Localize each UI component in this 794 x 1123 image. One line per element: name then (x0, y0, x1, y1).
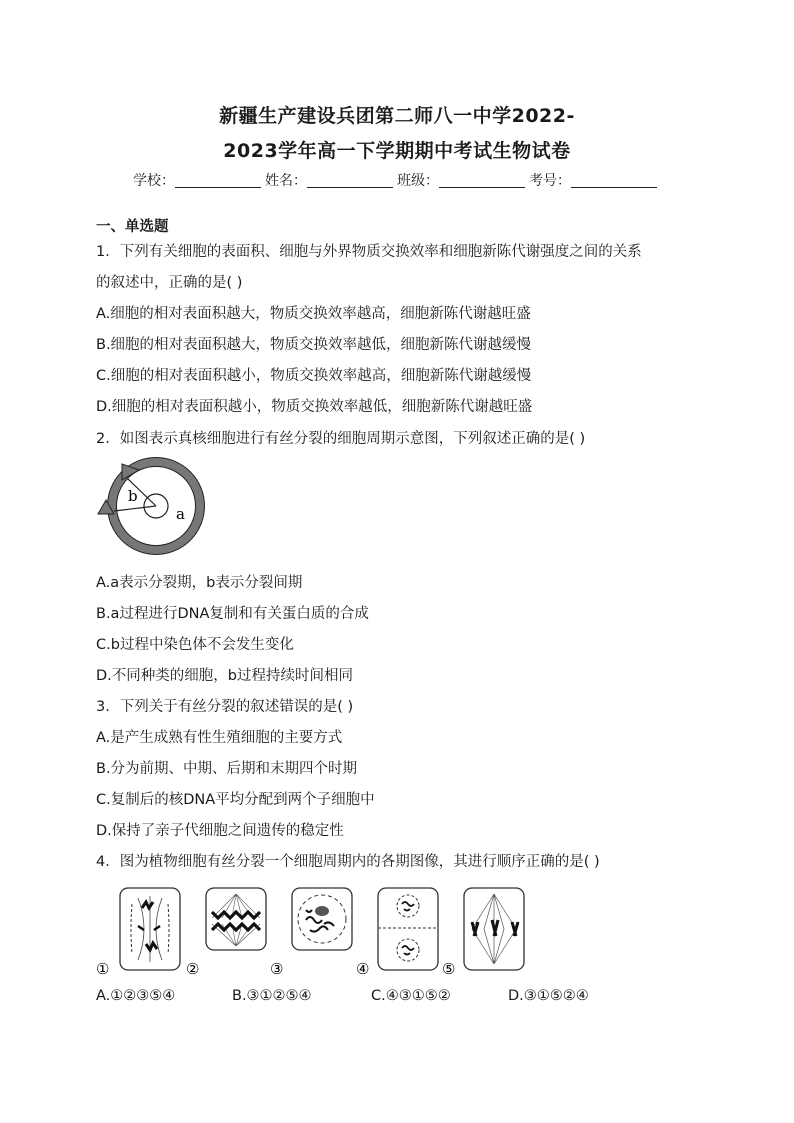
q3-option-d[interactable]: D.保持了亲子代细胞之间遗传的稳定性 (96, 823, 344, 839)
fig-label-3: ③ (270, 960, 284, 978)
q2-option-b[interactable]: B.a过程进行DNA复制和有关蛋白质的合成 (96, 606, 369, 622)
name-label: 姓名： (265, 173, 307, 189)
number-blank[interactable] (571, 173, 657, 188)
q4-option-d[interactable]: D.③①⑤②④ (508, 988, 589, 1004)
cell-5 (464, 888, 524, 970)
q3-stem: 3．下列关于有丝分裂的叙述错误的是( ) (96, 699, 354, 715)
school-label: 学校： (133, 173, 175, 189)
q1-option-a[interactable]: A.细胞的相对表面积越大，物质交换效率越高，细胞新陈代谢越旺盛 (96, 306, 531, 322)
q3-option-c[interactable]: C.复制后的核DNA平均分配到两个子细胞中 (96, 792, 375, 808)
q2-option-c[interactable]: C.b过程中染色体不会发生变化 (96, 637, 294, 653)
cell-3 (292, 888, 352, 950)
q1-option-c[interactable]: C.细胞的相对表面积越小，物质交换效率越高，细胞新陈代谢越缓慢 (96, 368, 532, 384)
class-blank[interactable] (439, 173, 525, 188)
q1-option-b[interactable]: B.细胞的相对表面积越大，物质交换效率越低，细胞新陈代谢越缓慢 (96, 337, 532, 353)
cell-2 (206, 888, 266, 950)
school-blank[interactable] (175, 173, 261, 188)
fig-label-5: ⑤ (442, 960, 456, 978)
q4-option-a[interactable]: A.①②③⑤④ (96, 988, 176, 1004)
q2-stem: 2．如图表示真核细胞进行有丝分裂的细胞周期示意图，下列叙述正确的是( ) (96, 431, 586, 447)
class-label: 班级： (397, 173, 439, 189)
q3-option-b[interactable]: B.分为前期、中期、后期和末期四个时期 (96, 761, 358, 777)
mitosis-stages-figure (92, 884, 532, 978)
q4-options-row (96, 988, 716, 1008)
cell-1 (120, 888, 180, 970)
q1-stem-line1: 1．下列有关细胞的表面积、细胞与外界物质交换效率和细胞新陈代谢强度之间的关系 (96, 244, 642, 260)
q3-option-a[interactable]: A.是产生成熟有性生殖细胞的主要方式 (96, 730, 343, 746)
exam-title-line2: 2023学年高一下学期期中考试生物试卷 (223, 140, 571, 162)
number-label: 考号： (529, 173, 571, 189)
q2-option-d[interactable]: D.不同种类的细胞，b过程持续时间相同 (96, 668, 353, 684)
q1-option-d[interactable]: D.细胞的相对表面积越小，物质交换效率越低，细胞新陈代谢越旺盛 (96, 399, 533, 415)
q4-option-b[interactable]: B.③①②⑤④ (232, 988, 312, 1004)
cell-4 (378, 888, 438, 970)
q1-stem-line2: 的叙述中，正确的是( ) (96, 275, 243, 291)
section-title: 一、单选题 (96, 219, 169, 235)
fig-label-4: ④ (356, 960, 370, 978)
name-blank[interactable] (307, 173, 393, 188)
fig-label-1: ① (96, 960, 110, 978)
cell-cycle-figure (92, 456, 216, 560)
label-a: a (176, 505, 185, 523)
q4-stem: 4．图为植物细胞有丝分裂一个细胞周期内的各期图像，其进行顺序正确的是( ) (96, 854, 600, 870)
student-info-row (0, 170, 794, 190)
label-b: b (128, 487, 138, 505)
exam-title-line1: 新疆生产建设兵团第二师八一中学2022- (219, 105, 575, 127)
q2-option-a[interactable]: A.a表示分裂期，b表示分裂间期 (96, 575, 303, 591)
q4-option-c[interactable]: C.④③①⑤② (371, 988, 451, 1004)
fig-label-2: ② (186, 960, 200, 978)
